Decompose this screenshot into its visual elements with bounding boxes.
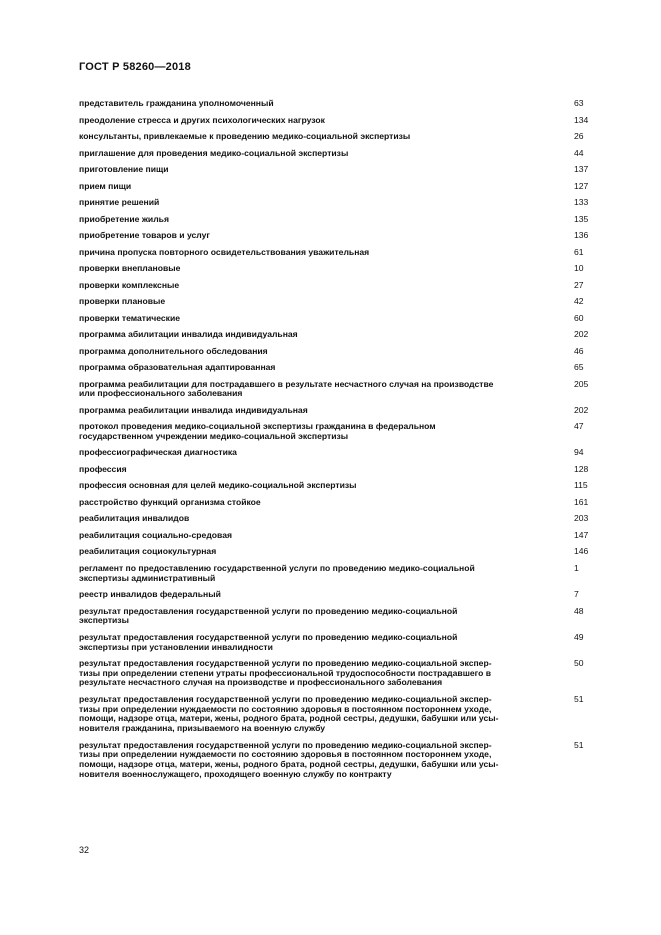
index-entry bbox=[79, 215, 609, 225]
index-term: профессия bbox=[79, 463, 127, 474]
index-entry bbox=[79, 198, 609, 208]
index-entry bbox=[79, 659, 609, 688]
index-page-ref: 135 bbox=[574, 213, 589, 224]
index-page-ref: 46 bbox=[574, 345, 584, 356]
index-page-ref: 161 bbox=[574, 496, 589, 507]
index-page-ref: 147 bbox=[574, 529, 589, 540]
index-entry bbox=[79, 182, 609, 192]
index-page-ref: 51 bbox=[574, 739, 584, 750]
index-entry bbox=[79, 695, 609, 734]
index-term: профессия основная для целей медико-социальной экспертизы bbox=[79, 480, 357, 491]
index-term: программа абилитации инвалида индивидуальная bbox=[79, 329, 298, 339]
index-term: проверки плановые bbox=[79, 296, 166, 306]
index-entry bbox=[79, 347, 609, 357]
index-page-ref: 26 bbox=[574, 131, 584, 141]
index-term: проверки внеплановые bbox=[79, 263, 181, 273]
index-page-ref: 61 bbox=[574, 246, 584, 257]
index-term: приобретение жилья bbox=[79, 213, 169, 224]
index-entry bbox=[79, 149, 609, 159]
index-entry bbox=[79, 363, 609, 373]
index-page-ref: 47 bbox=[574, 421, 584, 432]
index-term: реестр инвалидов федеральный bbox=[79, 589, 221, 600]
index-entry bbox=[79, 281, 609, 291]
index-page-ref: 202 bbox=[574, 329, 589, 339]
index-page-ref: 10 bbox=[574, 263, 584, 273]
index-entry bbox=[79, 564, 609, 583]
index-entry bbox=[79, 406, 609, 416]
index-term: расстройство функций организма стойкое bbox=[79, 496, 261, 507]
index-term: проверки комплексные bbox=[79, 279, 180, 290]
index-entry bbox=[79, 330, 609, 340]
index-entry bbox=[79, 165, 609, 175]
index-entry bbox=[79, 465, 609, 475]
index-page-ref: 136 bbox=[574, 230, 589, 240]
index-entry bbox=[79, 481, 609, 491]
index-page-ref: 50 bbox=[574, 658, 584, 669]
index-entry bbox=[79, 264, 609, 274]
page-number: 32 bbox=[79, 845, 90, 855]
index-page-ref: 60 bbox=[574, 312, 584, 323]
index-term: преодоление стресса и других психологических нагрузок bbox=[79, 114, 325, 125]
index-term: программа дополнительного обследования bbox=[79, 345, 268, 356]
index-term: реабилитация инвалидов bbox=[79, 513, 190, 524]
index-term: приобретение товаров и услуг bbox=[79, 230, 211, 240]
index-entry bbox=[79, 741, 609, 780]
index-page-ref: 63 bbox=[574, 98, 584, 108]
index-entry bbox=[79, 116, 609, 126]
index-term: консультанты, привлекаемые к проведению медико-социальной экспертизы bbox=[79, 131, 411, 141]
index-page-ref: 203 bbox=[574, 513, 589, 524]
index-page-ref: 128 bbox=[574, 463, 589, 474]
index-page-ref: 51 bbox=[574, 693, 584, 704]
index-entry bbox=[79, 132, 609, 142]
index-page-ref: 134 bbox=[574, 114, 589, 125]
index-term: программа реабилитации для пострадавшего в результате несчастного случая на производстве или профессионального заболевания bbox=[79, 378, 494, 399]
index-page-ref: 27 bbox=[574, 279, 584, 290]
index-term: протокол проведения медико-социальной экспертизы гражданина в федеральном государственном учреждении медико-социальной экспертизы bbox=[79, 421, 436, 441]
index-term: регламент по предоставлению государственной услуги по проведению медико-социальной экспертизы административный bbox=[79, 562, 475, 583]
index-term: реабилитация социокультурная bbox=[79, 546, 217, 557]
index-term: представитель гражданина уполномоченный bbox=[79, 98, 274, 108]
index-page-ref: 44 bbox=[574, 147, 584, 158]
index-entry bbox=[79, 314, 609, 324]
index-page-ref: 48 bbox=[574, 605, 584, 616]
index-term: программа образовательная адаптированная bbox=[79, 362, 276, 372]
index-term: проверки тематические bbox=[79, 312, 181, 323]
index-entry bbox=[79, 607, 609, 626]
document-header: ГОСТ Р 58260—2018 bbox=[79, 61, 191, 73]
index-entry bbox=[79, 590, 609, 600]
index-entry bbox=[79, 297, 609, 307]
index-term: программа реабилитации инвалида индивидуальная bbox=[79, 404, 308, 415]
index-entry bbox=[79, 498, 609, 508]
index-page-ref: 133 bbox=[574, 197, 589, 207]
index-entry bbox=[79, 422, 609, 441]
index-page-ref: 202 bbox=[574, 404, 589, 415]
index-term: результат предоставления государственной услуги по проведению медико-социальной экспертизы при установлении инвалидности bbox=[79, 631, 458, 652]
index-page-ref: 49 bbox=[574, 631, 584, 642]
index-term: результат предоставления государственной услуги по проведению медико-социальной экспер- тизы при определении нуждаемости по состоянию здоровья в постоянном постороннем уходе, помощи, надзоре отца, матери, жены, родного брата, родной сестры, дедушки, бабушки или усы- новителя гражданина, призываемого на военную службу bbox=[79, 693, 499, 734]
index-term: принятие решений bbox=[79, 197, 160, 207]
index-page-ref: 65 bbox=[574, 362, 584, 372]
index-entry bbox=[79, 547, 609, 557]
index-term: профессиографическая диагностика bbox=[79, 447, 237, 458]
subject-index-list bbox=[79, 99, 609, 786]
index-term: приглашение для проведения медико-социальной экспертизы bbox=[79, 147, 349, 158]
index-page-ref: 115 bbox=[574, 480, 588, 491]
index-term: результат предоставления государственной услуги по проведению медико-социальной экспертизы bbox=[79, 605, 458, 626]
index-page-ref: 42 bbox=[574, 296, 584, 306]
index-page-ref: 137 bbox=[574, 164, 589, 174]
index-entry bbox=[79, 514, 609, 524]
index-term: реабилитация социально-средовая bbox=[79, 529, 232, 540]
index-page-ref: 146 bbox=[574, 546, 589, 557]
index-entry bbox=[79, 380, 609, 399]
index-entry bbox=[79, 231, 609, 241]
index-term: результат предоставления государственной услуги по проведению медико-социальной экспер- тизы при определении нуждаемости по состоянию здоровья в постоянном постороннем уходе, помощи, надзоре отца, матери, жены, родного брата, родной сестры, дедушки, бабушки или усы- новителя военнослужащего, проходящего военную службу по контракту bbox=[79, 739, 499, 779]
index-page-ref: 127 bbox=[574, 180, 589, 191]
index-term: приготовление пищи bbox=[79, 164, 169, 174]
index-page-ref: 94 bbox=[574, 447, 584, 458]
index-entry bbox=[79, 248, 609, 258]
index-entry bbox=[79, 531, 609, 541]
index-term: результат предоставления государственной услуги по проведению медико-социальной экспер- тизы при определении степени утраты профессиональной трудоспособности пострадавшего в результате несчастного случая на производстве и профессионального заболевания bbox=[79, 658, 492, 688]
index-page-ref: 7 bbox=[574, 589, 579, 600]
index-page-ref: 1 bbox=[574, 562, 579, 573]
index-page-ref: 205 bbox=[574, 378, 589, 389]
index-term: причина пропуска повторного освидетельствования уважительная bbox=[79, 246, 370, 257]
index-entry bbox=[79, 448, 609, 458]
index-entry bbox=[79, 633, 609, 652]
index-entry bbox=[79, 99, 609, 109]
index-term: прием пищи bbox=[79, 180, 132, 191]
